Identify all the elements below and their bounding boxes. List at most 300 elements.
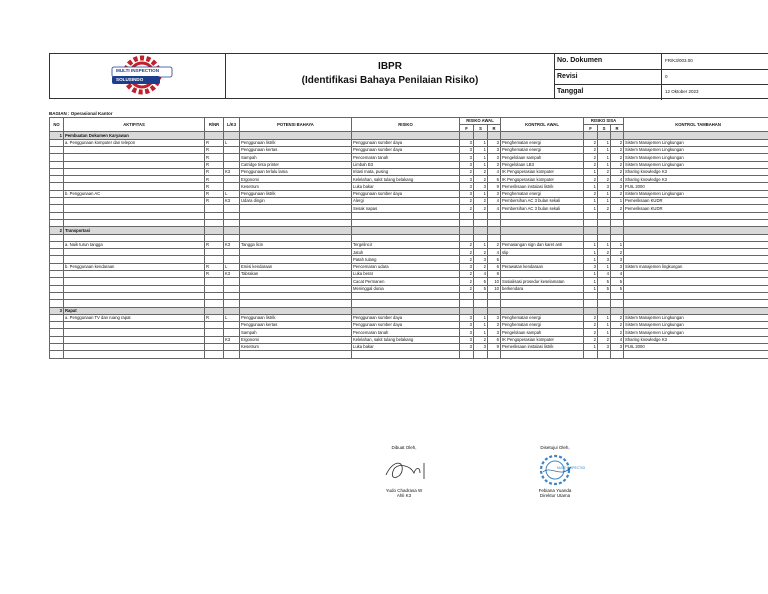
- table-row: [50, 190, 768, 197]
- cell-f: 3: [460, 154, 474, 161]
- cell-kontrol-tambahan: [624, 132, 768, 139]
- cell-r-sisa: [611, 234, 624, 241]
- cell-r-sisa: 1: [611, 241, 624, 248]
- cell-potensi: Kesetrum: [240, 183, 352, 190]
- cell-risiko: [352, 132, 460, 139]
- cell-f-sisa: 2: [584, 322, 598, 329]
- cell-s: 1: [474, 154, 488, 161]
- cell-f: 3: [460, 263, 474, 270]
- table-row: [50, 176, 768, 183]
- cell-risiko: Patah tulang: [352, 256, 460, 263]
- cell-lk3: [224, 183, 240, 190]
- col-f: F: [460, 125, 474, 132]
- cell-r-sisa: 5: [611, 285, 624, 292]
- cell-s: 4: [474, 271, 488, 278]
- cell-r-sisa: 2: [611, 249, 624, 256]
- cell-f: 2: [460, 168, 474, 175]
- cell-lk3: [224, 249, 240, 256]
- cell-r: 10: [488, 278, 501, 285]
- cell-no: [50, 292, 64, 299]
- cell-kontrol-awal: Penghematan energi: [501, 322, 584, 329]
- cell-no: [50, 161, 64, 168]
- table-row: [50, 205, 768, 212]
- col-s: S: [474, 125, 488, 132]
- cell-r: 9: [488, 343, 501, 350]
- cell-s: 5: [474, 285, 488, 292]
- document-meta: [555, 54, 768, 98]
- cell-lk3: K3: [224, 271, 240, 278]
- cell-no: [50, 241, 64, 248]
- cell-rnr: [205, 351, 224, 358]
- cell-kontrol-tambahan: Sharing knowledge K3: [624, 176, 768, 183]
- cell-potensi: [240, 351, 352, 358]
- cell-s: 2: [474, 198, 488, 205]
- cell-aktifitas: [64, 278, 205, 285]
- section-row: [50, 307, 768, 314]
- cell-kontrol-tambahan: [624, 234, 768, 241]
- cell-f-sisa: [584, 212, 598, 219]
- cell-no: [50, 300, 64, 307]
- cell-no: [50, 176, 64, 183]
- cell-s-sisa: 3: [598, 343, 611, 350]
- cell-lk3: [224, 227, 240, 234]
- cell-s-sisa: [598, 219, 611, 226]
- cell-lk3: K3: [224, 198, 240, 205]
- cell-f: [460, 219, 474, 226]
- table-row: [50, 329, 768, 336]
- cell-kontrol-awal: Penghematan energi: [501, 146, 584, 153]
- cell-risiko: [352, 292, 460, 299]
- cell-kontrol-awal: Pengelolaan sampah: [501, 154, 584, 161]
- cell-kontrol-tambahan: Sistem Manajemen Lingkungan: [624, 322, 768, 329]
- table-row: [50, 161, 768, 168]
- cell-s: [474, 132, 488, 139]
- cell-f: 2: [460, 241, 474, 248]
- cell-kontrol-awal: [501, 132, 584, 139]
- cell-aktifitas: [64, 198, 205, 205]
- cell-potensi: Penggunaan listrik: [240, 139, 352, 146]
- cell-potensi: [240, 227, 352, 234]
- cell-aktifitas: [64, 343, 205, 350]
- cell-rnr: [205, 343, 224, 350]
- cell-kontrol-awal: [501, 271, 584, 278]
- logo-text-1: MULTI INSPECTION: [116, 68, 160, 73]
- cell-r: 6: [488, 336, 501, 343]
- cell-kontrol-awal: Pengelolaan sampah: [501, 329, 584, 336]
- section-department: BAGIAN : Operasional Kantor: [49, 111, 113, 116]
- cell-r: 10: [488, 285, 501, 292]
- cell-kontrol-awal: [501, 227, 584, 234]
- cell-lk3: [224, 132, 240, 139]
- cell-r-sisa: 2: [611, 146, 624, 153]
- cell-risiko: Luka berat: [352, 271, 460, 278]
- table-body: [50, 132, 768, 358]
- cell-aktifitas: [64, 329, 205, 336]
- cell-lk3: [224, 205, 240, 212]
- cell-lk3: [224, 234, 240, 241]
- meta-label: No. Dokumen: [555, 54, 662, 69]
- cell-potensi: [240, 249, 352, 256]
- cell-risiko: [352, 219, 460, 226]
- cell-lk3: [224, 300, 240, 307]
- cell-rnr: [205, 278, 224, 285]
- cell-rnr: R: [205, 176, 224, 183]
- cell-s-sisa: 2: [598, 249, 611, 256]
- cell-aktifitas: b. Penggunaan kendaraan: [64, 263, 205, 270]
- cell-s: 1: [474, 329, 488, 336]
- signature-caption: Disetujui Oleh,: [540, 445, 570, 450]
- cell-potensi: Penggunaan kertas: [240, 322, 352, 329]
- cell-r-sisa: 3: [611, 256, 624, 263]
- cell-potensi: Penggunaan terlalu lama: [240, 168, 352, 175]
- cell-rnr: [205, 329, 224, 336]
- cell-potensi: [240, 234, 352, 241]
- section-row: [50, 227, 768, 234]
- cell-s-sisa: [598, 307, 611, 314]
- cell-r-sisa: [611, 351, 624, 358]
- cell-rnr: R: [205, 241, 224, 248]
- cell-s: 3: [474, 256, 488, 263]
- cell-risiko: Penggunaan sumber daya: [352, 322, 460, 329]
- cell-r: [488, 227, 501, 234]
- cell-r-sisa: 2: [611, 190, 624, 197]
- cell-s: 1: [474, 161, 488, 168]
- table-row: [50, 198, 768, 205]
- table-row: [50, 154, 768, 161]
- cell-r-sisa: 2: [611, 329, 624, 336]
- cell-f: [460, 132, 474, 139]
- cell-s-sisa: 1: [598, 161, 611, 168]
- empty-row: [50, 234, 768, 241]
- cell-f: 3: [460, 183, 474, 190]
- cell-s: 1: [474, 322, 488, 329]
- cell-lk3: [224, 343, 240, 350]
- cell-risiko: Kelelahan, sakit tulang belakang: [352, 176, 460, 183]
- empty-row: [50, 292, 768, 299]
- cell-no: [50, 336, 64, 343]
- cell-risiko: Alergi: [352, 198, 460, 205]
- cell-s: [474, 227, 488, 234]
- cell-s: 1: [474, 314, 488, 321]
- cell-rnr: [205, 307, 224, 314]
- cell-rnr: R: [205, 314, 224, 321]
- cell-f-sisa: 1: [584, 198, 598, 205]
- cell-r: [488, 300, 501, 307]
- cell-kontrol-awal: [501, 300, 584, 307]
- cell-lk3: L: [224, 263, 240, 270]
- cell-r-sisa: 3: [611, 183, 624, 190]
- cell-potensi: Penggunaan kertas: [240, 146, 352, 153]
- logo-text-2: SOLUSINDO: [116, 77, 144, 82]
- cell-risiko: Iritasi mata, pusing: [352, 168, 460, 175]
- cell-rnr: [205, 285, 224, 292]
- cell-aktifitas: [64, 168, 205, 175]
- cell-kontrol-tambahan: Sistem Manajemen Lingkungan: [624, 314, 768, 321]
- cell-kontrol-tambahan: Sistem Manajemen Lingkungan: [624, 329, 768, 336]
- cell-r-sisa: 3: [611, 263, 624, 270]
- cell-s-sisa: 5: [598, 278, 611, 285]
- cell-r-sisa: 2: [611, 205, 624, 212]
- cell-lk3: [224, 322, 240, 329]
- cell-potensi: Sampah: [240, 329, 352, 336]
- cell-lk3: [224, 256, 240, 263]
- cell-f-sisa: [584, 234, 598, 241]
- col-f: F: [584, 125, 598, 132]
- cell-f: 3: [460, 146, 474, 153]
- cell-lk3: [224, 146, 240, 153]
- cell-no: [50, 256, 64, 263]
- cell-no: [50, 183, 64, 190]
- cell-r: 3: [488, 314, 501, 321]
- cell-s: [474, 300, 488, 307]
- cell-s-sisa: 3: [598, 183, 611, 190]
- cell-potensi: [240, 278, 352, 285]
- table-row: [50, 241, 768, 248]
- title-line-1: IBPR: [378, 61, 402, 72]
- cell-rnr: R: [205, 198, 224, 205]
- cell-r: 6: [488, 176, 501, 183]
- cell-r: 3: [488, 154, 501, 161]
- cell-s: 1: [474, 241, 488, 248]
- cell-potensi: Tangga licin: [240, 241, 352, 248]
- cell-potensi: Emisi kendaraan: [240, 263, 352, 270]
- cell-r-sisa: 1: [611, 198, 624, 205]
- cell-rnr: [205, 132, 224, 139]
- meta-value: 0: [665, 73, 668, 79]
- cell-f: 2: [460, 285, 474, 292]
- cell-kontrol-awal: IK Pengoperasian komputer: [501, 168, 584, 175]
- cell-aktifitas: [64, 336, 205, 343]
- cell-potensi: Ergonomi: [240, 176, 352, 183]
- cell-f: [460, 351, 474, 358]
- cell-s: [474, 292, 488, 299]
- cell-no: [50, 351, 64, 358]
- meta-row: [555, 70, 768, 86]
- cell-f: 3: [460, 190, 474, 197]
- empty-row: [50, 300, 768, 307]
- col-lk3: L/K3: [224, 118, 240, 132]
- cell-r-sisa: 3: [611, 343, 624, 350]
- cell-s: 2: [474, 249, 488, 256]
- cell-kontrol-tambahan: PUIL 2000: [624, 343, 768, 350]
- cell-aktifitas: [64, 161, 205, 168]
- cell-aktifitas: a. Naik turun tangga: [64, 241, 205, 248]
- col-risiko-sisa: RISIKO SISA: [584, 118, 624, 125]
- cell-kontrol-tambahan: Sistem Manajemen Lingkungan: [624, 161, 768, 168]
- table-row: [50, 249, 768, 256]
- cell-f: 3: [460, 314, 474, 321]
- table-row: [50, 314, 768, 321]
- cell-s: 5: [474, 278, 488, 285]
- signature-block-1: [344, 445, 464, 498]
- cell-kontrol-tambahan: Sharing knowledge K3: [624, 336, 768, 343]
- table-row: [50, 336, 768, 343]
- cell-s: 1: [474, 146, 488, 153]
- cell-kontrol-tambahan: Sistem Manajemen Lingkungan: [624, 139, 768, 146]
- cell-kontrol-awal: Pemeriksaan instalasi listrik: [501, 183, 584, 190]
- cell-no: [50, 212, 64, 219]
- cell-potensi: Catridge tinta printer: [240, 161, 352, 168]
- cell-r: [488, 307, 501, 314]
- cell-f: 3: [460, 139, 474, 146]
- cell-r-sisa: 5: [611, 278, 624, 285]
- cell-risiko: Sesak napas: [352, 205, 460, 212]
- cell-r: 3: [488, 161, 501, 168]
- cell-kontrol-tambahan: [624, 300, 768, 307]
- cell-r: 4: [488, 249, 501, 256]
- cell-rnr: [205, 249, 224, 256]
- cell-f-sisa: 2: [584, 314, 598, 321]
- cell-aktifitas: [64, 300, 205, 307]
- cell-f: 2: [460, 205, 474, 212]
- cell-aktifitas: [64, 351, 205, 358]
- cell-no: [50, 190, 64, 197]
- table-row: [50, 146, 768, 153]
- cell-s-sisa: 1: [598, 329, 611, 336]
- cell-risiko: [352, 307, 460, 314]
- document-title: [226, 54, 555, 98]
- cell-f-sisa: 2: [584, 190, 598, 197]
- cell-f-sisa: 1: [584, 241, 598, 248]
- cell-potensi: [240, 256, 352, 263]
- cell-aktifitas: [64, 285, 205, 292]
- cell-s-sisa: [598, 234, 611, 241]
- cell-risiko: Meninggal dunia: [352, 285, 460, 292]
- cell-kontrol-tambahan: Sistem Manajemen Lingkungan: [624, 190, 768, 197]
- cell-f-sisa: [584, 351, 598, 358]
- table-row: [50, 183, 768, 190]
- cell-kontrol-awal: Penghematan energi: [501, 139, 584, 146]
- cell-r: 3: [488, 190, 501, 197]
- cell-r: 4: [488, 205, 501, 212]
- cell-kontrol-awal: Pengelolaan LB3: [501, 161, 584, 168]
- cell-no: [50, 263, 64, 270]
- cell-f-sisa: [584, 132, 598, 139]
- empty-row: [50, 212, 768, 219]
- cell-kontrol-tambahan: [624, 292, 768, 299]
- cell-aktifitas: a. Penggunaan komputer dan telepon: [64, 139, 205, 146]
- cell-aktifitas: [64, 219, 205, 226]
- cell-kontrol-awal: [501, 219, 584, 226]
- cell-kontrol-tambahan: [624, 271, 768, 278]
- cell-lk3: [224, 329, 240, 336]
- table-row: [50, 271, 768, 278]
- cell-r-sisa: 2: [611, 161, 624, 168]
- cell-f: 3: [460, 322, 474, 329]
- section-row: [50, 132, 768, 139]
- logo-gear-icon: [50, 54, 225, 98]
- cell-rnr: [205, 336, 224, 343]
- cell-f-sisa: 1: [584, 249, 598, 256]
- cell-s-sisa: 1: [598, 146, 611, 153]
- cell-rnr: [205, 234, 224, 241]
- cell-f: [460, 292, 474, 299]
- meta-label: Revisi: [555, 70, 662, 85]
- col-r: R: [611, 125, 624, 132]
- cell-potensi: Ergonomi: [240, 336, 352, 343]
- cell-kontrol-awal: [501, 307, 584, 314]
- cell-lk3: [224, 212, 240, 219]
- cell-rnr: [205, 227, 224, 234]
- cell-s: [474, 212, 488, 219]
- cell-f-sisa: [584, 307, 598, 314]
- col-kontrol-tambahan: KONTROL TAMBAHAN: [624, 118, 768, 132]
- cell-no: [50, 205, 64, 212]
- cell-no: 2: [50, 227, 64, 234]
- cell-aktifitas: [64, 154, 205, 161]
- cell-r: 6: [488, 256, 501, 263]
- cell-kontrol-tambahan: [624, 249, 768, 256]
- cell-risiko: Kelelahan, sakit tulang belakang: [352, 336, 460, 343]
- cell-aktifitas: Pembuatan Dokumen Karyawan: [64, 132, 205, 139]
- cell-kontrol-awal: berkendara: [501, 285, 584, 292]
- cell-r: [488, 292, 501, 299]
- cell-s: [474, 219, 488, 226]
- cell-risiko: Penggunaan sumber daya: [352, 139, 460, 146]
- cell-s: [474, 307, 488, 314]
- cell-lk3: K3: [224, 241, 240, 248]
- cell-r: 2: [488, 241, 501, 248]
- cell-kontrol-awal: Pembersihan AC 3 bulan sekali: [501, 205, 584, 212]
- cell-aktifitas: [64, 271, 205, 278]
- cell-aktifitas: Rapat: [64, 307, 205, 314]
- cell-kontrol-awal: [501, 212, 584, 219]
- table-row: [50, 168, 768, 175]
- cell-kontrol-tambahan: PUIL 2000: [624, 183, 768, 190]
- cell-kontrol-awal: Perawatan kendaraan: [501, 263, 584, 270]
- cell-s-sisa: 1: [598, 139, 611, 146]
- cell-f-sisa: 2: [584, 146, 598, 153]
- col-no: NO: [50, 118, 64, 132]
- cell-f-sisa: 2: [584, 161, 598, 168]
- cell-r: [488, 132, 501, 139]
- cell-r-sisa: 4: [611, 336, 624, 343]
- cell-f-sisa: [584, 292, 598, 299]
- cell-no: [50, 154, 64, 161]
- cell-risiko: Penggunaan sumber daya: [352, 190, 460, 197]
- cell-kontrol-awal: Pemeriksaan instalasi listrik: [501, 343, 584, 350]
- cell-f: [460, 227, 474, 234]
- cell-r-sisa: [611, 307, 624, 314]
- cell-f-sisa: 2: [584, 329, 598, 336]
- cell-s-sisa: [598, 212, 611, 219]
- cell-risiko: Penggunaan sumber daya: [352, 146, 460, 153]
- cell-kontrol-awal: Sosialisasi prosedur keselamatan: [501, 278, 584, 285]
- cell-risiko: Pencemaran udara: [352, 263, 460, 270]
- cell-no: [50, 234, 64, 241]
- cell-s: 2: [474, 205, 488, 212]
- cell-risiko: Pencemaran tanah: [352, 154, 460, 161]
- cell-lk3: [224, 154, 240, 161]
- cell-no: [50, 249, 64, 256]
- cell-f: 3: [460, 343, 474, 350]
- cell-r: 9: [488, 183, 501, 190]
- col-potensi: POTENSI BAHAYA: [240, 118, 352, 132]
- cell-kontrol-awal: slip: [501, 249, 584, 256]
- company-logo: [50, 54, 226, 98]
- cell-s: 3: [474, 343, 488, 350]
- cell-kontrol-tambahan: Sharing knowledge K3: [624, 168, 768, 175]
- cell-s-sisa: [598, 227, 611, 234]
- cell-lk3: [224, 161, 240, 168]
- cell-r: 3: [488, 329, 501, 336]
- cell-r: [488, 351, 501, 358]
- table-row: [50, 139, 768, 146]
- cell-aktifitas: b. Penggunaan AC: [64, 190, 205, 197]
- cell-risiko: Pencemaran tanah: [352, 329, 460, 336]
- cell-rnr: [205, 212, 224, 219]
- cell-lk3: [224, 292, 240, 299]
